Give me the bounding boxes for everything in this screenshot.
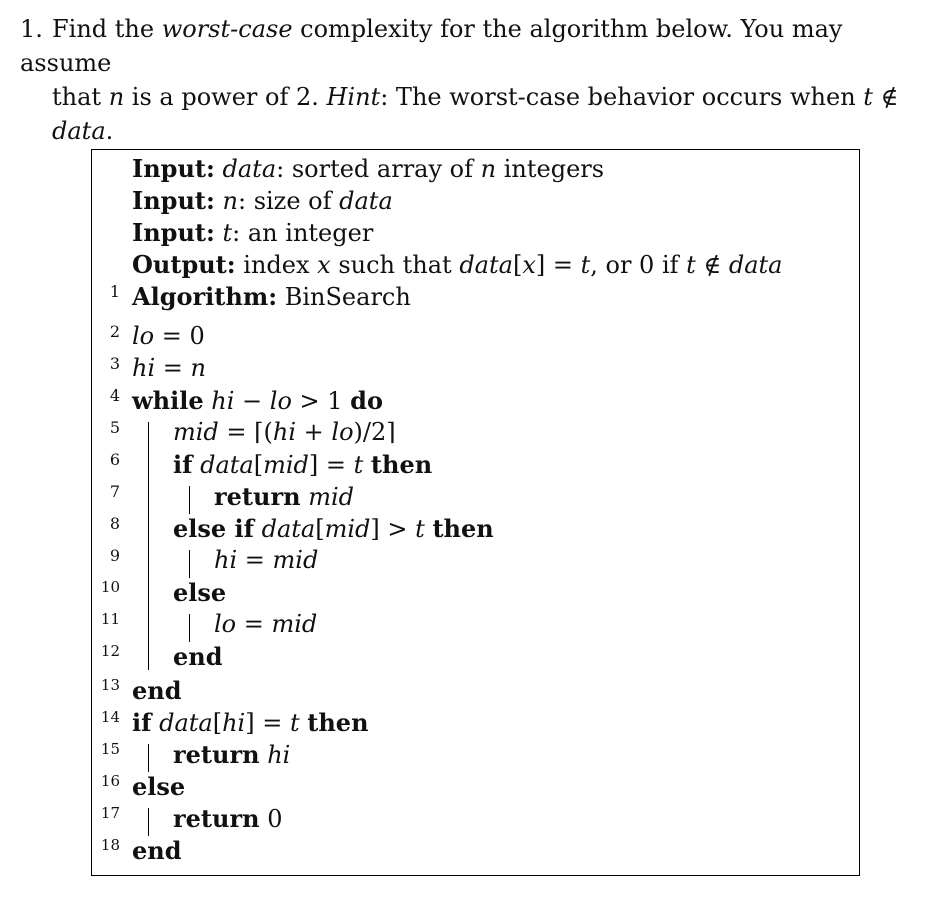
var: mid bbox=[173, 418, 219, 446]
text: ] = bbox=[308, 451, 354, 479]
line-number: 8 bbox=[109, 514, 120, 533]
text: index bbox=[243, 251, 318, 279]
keyword: end bbox=[132, 676, 182, 705]
text: [ bbox=[512, 251, 523, 279]
var: t bbox=[580, 251, 591, 279]
text: > 1 bbox=[291, 387, 351, 415]
text: : bbox=[276, 155, 292, 183]
keyword: return bbox=[214, 482, 301, 511]
var: lo bbox=[331, 418, 354, 446]
text: = bbox=[155, 354, 191, 382]
output-line bbox=[132, 250, 782, 282]
code-line-15 bbox=[92, 740, 852, 772]
code-line-5 bbox=[92, 418, 852, 450]
var: hi bbox=[267, 741, 291, 769]
output-label: Output: bbox=[132, 250, 236, 279]
var: mid bbox=[308, 483, 354, 511]
keyword: end bbox=[173, 642, 223, 671]
var: lo bbox=[132, 322, 155, 350]
text: [ bbox=[315, 515, 325, 543]
var: t bbox=[415, 515, 425, 543]
algorithm-box bbox=[91, 149, 860, 876]
text: an integer bbox=[247, 219, 374, 247]
text: size of bbox=[253, 187, 340, 215]
var: data bbox=[459, 251, 513, 279]
text: = ⌈( bbox=[218, 418, 273, 446]
input-label: Input: bbox=[132, 154, 215, 183]
input-data bbox=[132, 154, 604, 186]
keyword: else bbox=[173, 578, 227, 607]
var: hi bbox=[272, 418, 297, 446]
keyword: then bbox=[307, 708, 369, 737]
var: data bbox=[200, 451, 254, 479]
line-number: 5 bbox=[109, 418, 120, 437]
question-line-1 bbox=[20, 12, 925, 80]
keyword: if bbox=[132, 708, 152, 737]
text: : bbox=[232, 219, 248, 247]
var: data bbox=[222, 155, 277, 183]
var: n bbox=[190, 354, 206, 382]
var: x bbox=[317, 251, 331, 279]
keyword: then bbox=[370, 450, 433, 479]
line-number: 14 bbox=[100, 708, 120, 726]
text: − bbox=[234, 387, 270, 415]
keyword: then bbox=[432, 514, 494, 543]
var: x bbox=[522, 251, 536, 279]
text: sorted array of bbox=[291, 155, 481, 183]
var: lo bbox=[269, 387, 292, 415]
code-line-12 bbox=[92, 642, 852, 674]
line-number: 2 bbox=[109, 322, 120, 341]
keyword: return bbox=[173, 740, 260, 769]
var: t bbox=[863, 83, 873, 111]
var: data bbox=[728, 251, 783, 279]
line-number: 18 bbox=[100, 836, 120, 854]
algorithm-header bbox=[92, 282, 852, 314]
if-scope-bar bbox=[148, 744, 149, 772]
code-line-4 bbox=[92, 386, 852, 418]
question-text bbox=[20, 12, 925, 148]
code-line-9 bbox=[92, 546, 852, 578]
text: = 0 bbox=[154, 322, 205, 350]
line-number: 12 bbox=[100, 642, 120, 660]
var: hi bbox=[214, 546, 238, 574]
question-line-2 bbox=[20, 80, 925, 148]
var: n bbox=[480, 155, 497, 183]
symbol: ∉ bbox=[695, 251, 729, 279]
line-number: 4 bbox=[109, 386, 120, 405]
code-line-10 bbox=[92, 578, 852, 610]
text: : bbox=[237, 187, 254, 215]
var: data bbox=[339, 187, 393, 215]
line-number: 17 bbox=[100, 804, 120, 822]
code-line-11 bbox=[92, 610, 852, 642]
keyword: do bbox=[350, 386, 383, 415]
input-label: Input: bbox=[132, 186, 215, 215]
var: t bbox=[353, 451, 364, 479]
else-scope-bar bbox=[189, 614, 190, 642]
line-number: 10 bbox=[100, 578, 120, 596]
line-number: 15 bbox=[100, 740, 120, 758]
var: mid bbox=[324, 515, 371, 543]
algorithm-label: Algorithm: bbox=[132, 282, 278, 311]
text: , or 0 if bbox=[590, 251, 687, 279]
question-number: 1. bbox=[20, 15, 43, 43]
var: n bbox=[222, 187, 238, 215]
text: that bbox=[52, 83, 109, 111]
code-line-13 bbox=[92, 676, 852, 708]
keyword: else if bbox=[173, 514, 254, 543]
text: [ bbox=[253, 451, 264, 479]
text: = bbox=[237, 546, 273, 574]
elseif-scope-bar bbox=[189, 550, 190, 578]
keyword: end bbox=[132, 836, 182, 865]
value: 0 bbox=[267, 805, 283, 833]
text: is a power of 2. bbox=[124, 83, 327, 111]
code-line-17 bbox=[92, 804, 852, 836]
code-line-6 bbox=[92, 450, 852, 482]
hint-label: Hint bbox=[326, 83, 381, 111]
input-label: Input: bbox=[132, 218, 215, 247]
text: : The worst-case behavior occurs when bbox=[380, 83, 864, 111]
code-line-2 bbox=[92, 322, 852, 354]
symbol: ∉ bbox=[872, 83, 899, 111]
var: t bbox=[222, 219, 233, 247]
text: [ bbox=[212, 709, 223, 737]
code-line-8 bbox=[92, 514, 852, 546]
var: data bbox=[159, 709, 213, 737]
line-number: 3 bbox=[109, 354, 120, 373]
text: ] = bbox=[245, 709, 290, 737]
var: hi bbox=[211, 387, 235, 415]
else-outer-scope-bar bbox=[148, 808, 149, 836]
line-number: 11 bbox=[100, 610, 120, 628]
code-line-3 bbox=[92, 354, 852, 386]
input-n bbox=[132, 186, 393, 218]
code-line-7 bbox=[92, 482, 852, 514]
input-t bbox=[132, 218, 373, 250]
code-line-16 bbox=[92, 772, 852, 804]
text: complexity for the algorithm below. You may assume bbox=[20, 15, 843, 77]
text: ] > bbox=[370, 515, 416, 543]
keyword: if bbox=[173, 450, 193, 479]
text: such that bbox=[330, 251, 460, 279]
keyword: while bbox=[132, 386, 204, 415]
var: t bbox=[686, 251, 696, 279]
line-number: 7 bbox=[109, 482, 120, 501]
while-scope-bar bbox=[148, 422, 149, 670]
var: data bbox=[52, 117, 106, 145]
code-line-18 bbox=[92, 836, 852, 868]
algorithm-name: BinSearch bbox=[284, 283, 411, 311]
text: . bbox=[105, 117, 114, 145]
line-number: 16 bbox=[100, 772, 120, 790]
line-number: 9 bbox=[109, 546, 120, 565]
keyword: else bbox=[132, 772, 186, 801]
text: + bbox=[296, 418, 332, 446]
var: mid bbox=[263, 451, 309, 479]
var: hi bbox=[222, 709, 246, 737]
var: n bbox=[108, 83, 125, 111]
var: t bbox=[289, 709, 300, 737]
line-number: 6 bbox=[109, 450, 120, 469]
var: lo bbox=[214, 610, 237, 638]
var: mid bbox=[272, 546, 319, 574]
text: )/2⌉ bbox=[353, 418, 396, 446]
line-number: 1 bbox=[109, 282, 120, 301]
text: integers bbox=[496, 155, 605, 183]
line-number: 13 bbox=[100, 676, 120, 694]
then-scope-bar bbox=[189, 486, 190, 514]
keyword: return bbox=[173, 804, 260, 833]
code-line-14 bbox=[92, 708, 852, 740]
text: = bbox=[236, 610, 272, 638]
text: Find the bbox=[52, 15, 162, 43]
text: ] = bbox=[535, 251, 581, 279]
var: mid bbox=[271, 610, 318, 638]
emphasis: worst-case bbox=[161, 15, 293, 43]
var: hi bbox=[132, 354, 156, 382]
var: data bbox=[261, 515, 316, 543]
